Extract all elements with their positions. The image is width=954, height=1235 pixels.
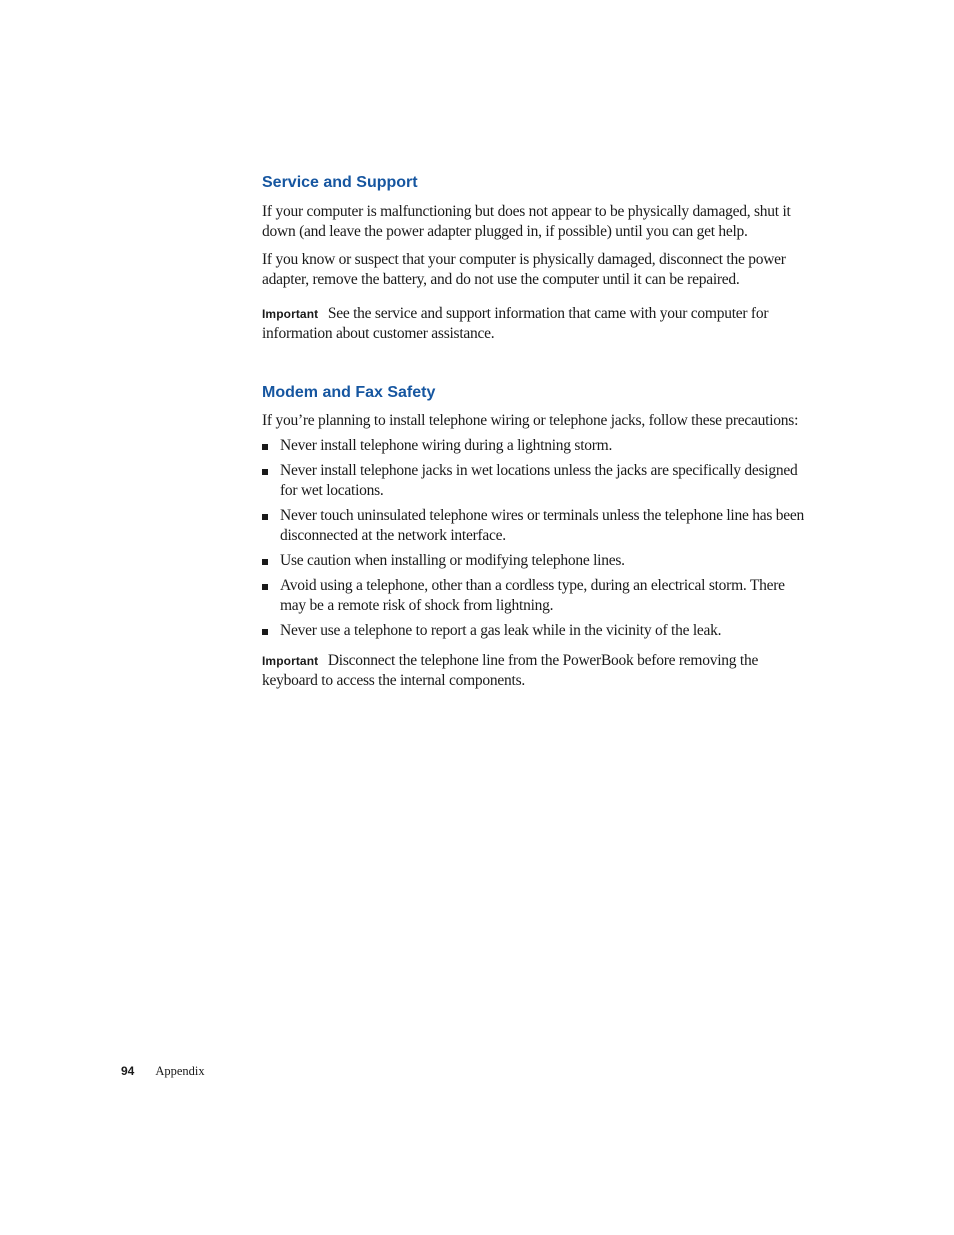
square-bullet-icon bbox=[262, 629, 268, 635]
list-item-text: Use caution when installing or modifying telephone lines. bbox=[280, 552, 625, 569]
page-number: 94 bbox=[121, 1064, 135, 1078]
list-item-text: Never install telephone wiring during a lightning storm. bbox=[280, 437, 613, 454]
square-bullet-icon bbox=[262, 559, 268, 565]
list-item-text: Never use a telephone to report a gas leak while in the vicinity of the leak. bbox=[280, 622, 722, 639]
square-bullet-icon bbox=[262, 514, 268, 520]
section-heading-service-and-support: Service and Support bbox=[262, 174, 418, 191]
list-item-text: Never touch uninsulated telephone wires or terminals unless the telephone line has been disconnected at the network interface. bbox=[280, 507, 805, 544]
list-item bbox=[262, 551, 810, 571]
paragraph: If you’re planning to install telephone wiring or telephone jacks, follow these precautions: bbox=[262, 412, 799, 429]
list-item bbox=[262, 461, 810, 501]
important-note bbox=[262, 651, 810, 691]
page-content bbox=[262, 172, 810, 691]
page-footer bbox=[121, 1063, 205, 1079]
footer-section-label: Appendix bbox=[155, 1064, 205, 1078]
list-item bbox=[262, 436, 810, 456]
list-item-text: Never install telephone jacks in wet locations unless the jacks are specifically designed for wet locations. bbox=[280, 462, 798, 499]
precautions-list bbox=[262, 436, 810, 641]
important-label: Important bbox=[262, 307, 319, 321]
square-bullet-icon bbox=[262, 584, 268, 590]
section-heading-modem-and-fax-safety: Modem and Fax Safety bbox=[262, 384, 436, 401]
list-item bbox=[262, 506, 810, 546]
paragraph: If you know or suspect that your computer is physically damaged, disconnect the power adapter, remove the battery, and do not use the computer until it can be repaired. bbox=[262, 251, 786, 288]
list-item bbox=[262, 576, 810, 616]
important-label: Important bbox=[262, 654, 319, 668]
list-item bbox=[262, 621, 810, 641]
important-text: See the service and support information that came with your computer for information about customer assistance. bbox=[262, 305, 769, 342]
important-text: Disconnect the telephone line from the PowerBook before removing the keyboard to access the internal components. bbox=[262, 652, 759, 689]
square-bullet-icon bbox=[262, 444, 268, 450]
list-item-text: Avoid using a telephone, other than a cordless type, during an electrical storm. There may be a remote risk of shock from lightning. bbox=[280, 577, 785, 614]
important-note bbox=[262, 304, 810, 344]
paragraph: If your computer is malfunctioning but does not appear to be physically damaged, shut it down (and leave the power adapter plugged in, if possible) until you can get help. bbox=[262, 203, 791, 240]
square-bullet-icon bbox=[262, 469, 268, 475]
